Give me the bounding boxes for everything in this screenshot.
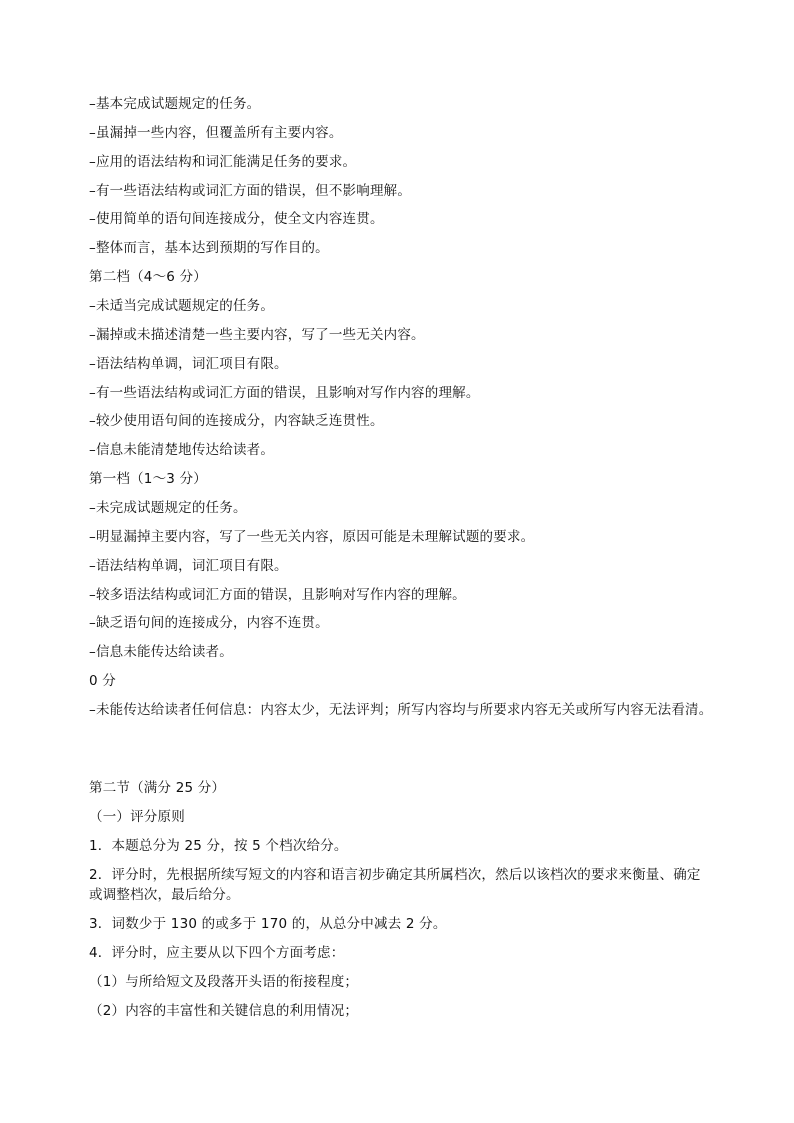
text-line: –整体而言，基本达到预期的写作目的。 [89,240,329,256]
text-line: –语法结构单调，词汇项目有限。 [89,356,288,372]
text-line: –语法结构单调，词汇项目有限。 [89,558,288,574]
text-paragraph: 2．评分时，先根据所续写短文的内容和语言初步确定其所属档次，然后以该档次的要求来衡量、确定或调整档次，最后给分。 [89,867,701,903]
text-line: –缺乏语句间的连接成分，内容不连贯。 [89,615,329,631]
text-line: –明显漏掉主要内容，写了一些无关内容，原因可能是未理解试题的要求。 [89,529,535,545]
text-line: –信息未能清楚地传达给读者。 [89,442,275,458]
text-line: –基本完成试题规定的任务。 [89,96,261,112]
text-line: （1）与所给短文及段落开头语的衔接程度； [89,974,359,990]
section-heading: 第二节（满分 25 分） [89,780,226,796]
text-line: –未适当完成试题规定的任务。 [89,298,275,314]
text-line: –有一些语法结构或词汇方面的错误，且影响对写作内容的理解。 [89,385,480,401]
text-line: –虽漏掉一些内容，但覆盖所有主要内容。 [89,125,343,141]
subsection-heading: （一）评分原则 [89,809,185,825]
text-line: –使用简单的语句间连接成分，使全文内容连贯。 [89,211,384,227]
text-line: –较少使用语句间的连接成分，内容缺乏连贯性。 [89,413,384,429]
text-line: –漏掉或未描述清楚一些主要内容，写了一些无关内容。 [89,327,425,343]
text-line: 4．评分时，应主要从以下四个方面考虑： [89,945,345,961]
section-heading: 第一档（1～3 分） [89,471,207,487]
text-line: –信息未能传达给读者。 [89,644,233,660]
section-heading: 0 分 [89,673,116,689]
text-line: –未完成试题规定的任务。 [89,500,247,516]
text-line: –较多语法结构或词汇方面的错误，且影响对写作内容的理解。 [89,587,466,603]
text-line: –应用的语法结构和词汇能满足任务的要求。 [89,154,357,170]
text-line: –有一些语法结构或词汇方面的错误，但不影响理解。 [89,183,412,199]
text-line: （2）内容的丰富性和关键信息的利用情况； [89,1003,359,1019]
section-heading: 第二档（4～6 分） [89,269,207,285]
text-line: 3．词数少于 130 的或多于 170 的，从总分中减去 2 分。 [89,916,447,932]
text-paragraph: –未能传达给读者任何信息：内容太少，无法评判；所写内容均与所要求内容无关或所写内容无法看清。 [89,702,713,718]
text-line: 1．本题总分为 25 分，按 5 个档次给分。 [89,838,348,854]
